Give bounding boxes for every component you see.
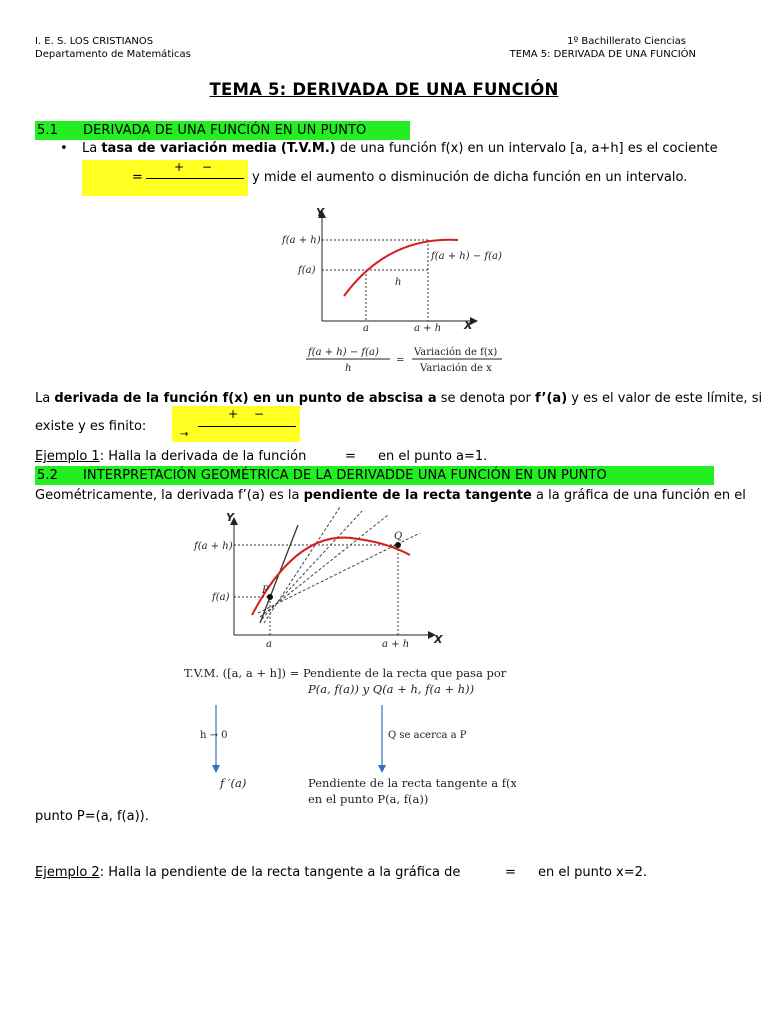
formula-minus: −	[202, 160, 213, 174]
geo-pre: Geométricamente, la derivada f’(a) es la	[35, 488, 304, 503]
function-curve	[252, 538, 410, 615]
section-title: DERIVADA DE UNA FUNCIÓN EN UN PUNTO	[83, 123, 367, 138]
label-diff: f(a + h) − f(a)	[431, 251, 502, 262]
geometric-line2: punto P=(a, f(a)).	[35, 809, 149, 824]
formula-explanation: y mide el aumento o disminución de dicha función en un intervalo.	[252, 170, 688, 185]
label-a: a	[266, 639, 272, 650]
quotient-denominator: h	[345, 363, 352, 374]
label-f-a-plus-h: f(a + h)	[194, 541, 233, 552]
formula-plus: +	[174, 160, 185, 174]
formula-fraction-bar	[146, 178, 244, 179]
deriv-pre: La	[35, 391, 55, 406]
tangent-caption-line1: Pendiente de la recta tangente a f(x)	[308, 776, 516, 790]
formula-equals: =	[132, 170, 143, 185]
tangent-caption-line2: en el punto P(a, f(a))	[308, 792, 429, 806]
deriv-bold: derivada de la función f(x) en un punto de abscisa a	[54, 391, 437, 406]
tvm-abbr: (T.V.M.)	[280, 141, 336, 156]
figure-tvm-graph	[276, 196, 508, 376]
tvm-pre: La	[82, 141, 102, 156]
quotient-numerator: f(a + h) − f(a)	[308, 347, 379, 358]
secant-line	[260, 515, 388, 617]
limit-plus: +	[228, 407, 239, 421]
y-axis-label: Y	[226, 511, 234, 524]
example-2-label: Ejemplo 2	[35, 865, 100, 880]
x-axis-label: X	[434, 633, 443, 646]
tvm-caption-line1: T.V.M. ([a, a + h]) = Pendiente de la recta que pasa por	[184, 666, 507, 680]
label-a-plus-h: a + h	[414, 323, 442, 334]
tvm-caption-line2: P(a, f(a)) y Q(a + h, f(a + h))	[308, 682, 475, 696]
school-name: I. E. S. LOS CRISTIANOS	[35, 36, 154, 47]
point-q	[395, 542, 401, 548]
example-1-text: : Halla la derivada de la función	[99, 449, 307, 464]
limit-fraction-bar	[198, 426, 296, 427]
label-a-plus-h: a + h	[382, 639, 410, 650]
example-1-label: Ejemplo 1	[35, 449, 100, 464]
section-title: INTERPRETACIÓN GEOMÉTRICA DE LA DERIVADDE UNA FUNCIÓN EN UN PUNTO	[83, 468, 607, 483]
secant-line	[262, 511, 362, 619]
label-h-to-0: h → 0	[200, 730, 228, 741]
tvm-definition	[82, 140, 718, 157]
label-q-to-p: Q se acerca a P	[388, 730, 467, 741]
deriv-mid: se denota por	[436, 391, 535, 406]
ratio-numerator: Variación de f(x)	[414, 347, 498, 358]
label-f-a: f(a)	[212, 592, 230, 603]
department-name: Departamento de Matemáticas	[35, 49, 191, 60]
section-heading-5-2	[35, 466, 714, 485]
section-heading-5-1	[35, 121, 410, 140]
label-f-prime: f ′(a)	[220, 776, 247, 790]
geo-bold: pendiente de la recta tangente	[303, 488, 532, 503]
arrow-left-head	[212, 765, 220, 773]
quotient-equals: =	[396, 355, 405, 366]
example-1-end: en el punto a=1.	[378, 449, 488, 464]
ratio-denominator: Variación de x	[420, 363, 492, 374]
geo-post: a la gráfica de una función en el	[531, 488, 746, 503]
y-axis-label: Y	[316, 206, 324, 219]
label-q: Q	[394, 531, 403, 542]
label-p: P	[262, 585, 269, 596]
derivative-line2: existe y es finito:	[35, 419, 147, 434]
limit-arrow: →	[180, 429, 189, 440]
example-1-equals: =	[345, 449, 356, 464]
arrow-right-head	[378, 765, 386, 773]
label-f-a-plus-h: f(a + h)	[282, 235, 321, 246]
label-h: h	[395, 277, 402, 288]
tvm-graph-svg	[276, 196, 508, 376]
example-2	[35, 864, 460, 881]
derivative-definition	[35, 390, 762, 407]
page-title: TEMA 5: DERIVADA DE UNA FUNCIÓN	[209, 80, 559, 99]
example-2-equals: =	[505, 865, 516, 880]
x-axis-label: X	[464, 319, 473, 332]
tangent-graph-svg	[148, 505, 516, 815]
course-name: 1º Bachillerato Ciencias	[567, 36, 686, 47]
section-number: 5.2	[37, 468, 58, 483]
secant-line	[264, 507, 340, 623]
limit-minus: −	[254, 407, 265, 421]
tvm-post: de una función f(x) en un intervalo [a, a+h] es el cociente	[335, 141, 718, 156]
geometric-definition	[35, 487, 746, 504]
tvm-bold: tasa de variación media	[101, 141, 277, 156]
deriv-post: y es el valor de este límite, si	[567, 391, 763, 406]
example-2-end: en el punto x=2.	[538, 865, 648, 880]
label-f-a: f(a)	[298, 265, 316, 276]
deriv-symbol: f’(a)	[535, 391, 568, 406]
bullet: •	[60, 141, 68, 156]
section-number: 5.1	[37, 123, 58, 138]
example-2-text: : Halla la pendiente de la recta tangente a la gráfica de	[99, 865, 461, 880]
figure-tangent-graph	[148, 505, 516, 815]
example-1	[35, 448, 306, 465]
label-a: a	[363, 323, 369, 334]
header-topic: TEMA 5: DERIVADA DE UNA FUNCIÓN	[509, 49, 696, 60]
